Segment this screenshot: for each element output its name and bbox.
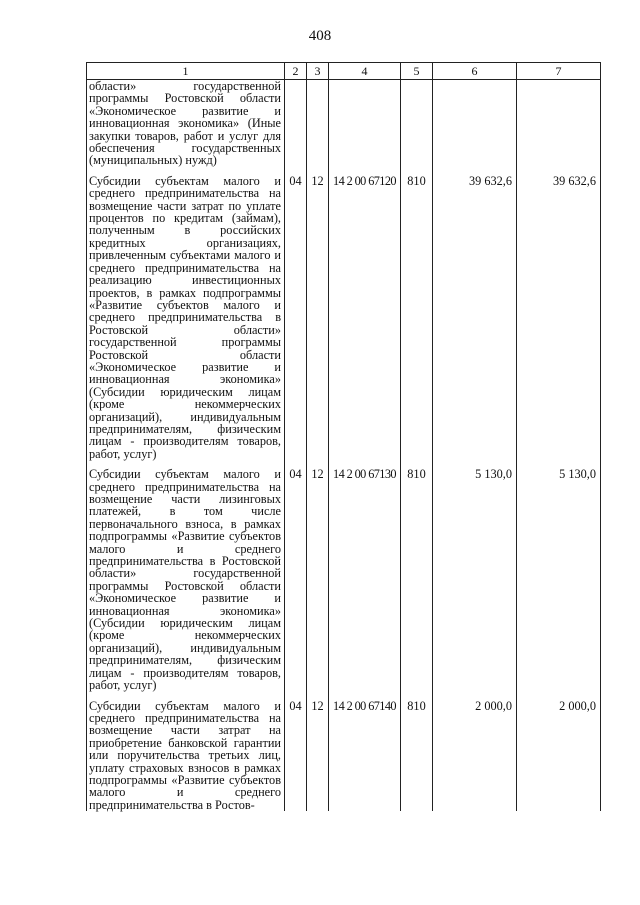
row-section: 04 <box>285 175 307 460</box>
row-amount-2: 2 000,0 <box>517 700 601 812</box>
row-subsection: 12 <box>307 700 329 812</box>
row-amount-2 <box>517 80 601 167</box>
table-body <box>87 80 601 812</box>
table-header <box>87 63 601 80</box>
row-amount-1 <box>433 80 517 167</box>
table-row <box>87 468 601 691</box>
row-section <box>285 80 307 167</box>
row-section: 04 <box>285 700 307 812</box>
table-row <box>87 80 601 167</box>
row-amount-1: 39 632,6 <box>433 175 517 460</box>
row-subsection: 12 <box>307 468 329 691</box>
row-target-code: 14 2 00 67120 <box>329 175 401 460</box>
column-header: 2 <box>285 63 307 80</box>
column-header: 4 <box>329 63 401 80</box>
row-subsection <box>307 80 329 167</box>
table-row <box>87 175 601 460</box>
row-amount-2: 5 130,0 <box>517 468 601 691</box>
row-expense-type: 810 <box>401 700 433 812</box>
row-target-code <box>329 80 401 167</box>
row-target-code: 14 2 00 67130 <box>329 468 401 691</box>
row-amount-2: 39 632,6 <box>517 175 601 460</box>
page-number: 408 <box>308 28 332 44</box>
column-header: 6 <box>433 63 517 80</box>
row-description: Субсидии субъектам малого и среднего предпринимательства на возмещение части лизинговых платежей, в том числе первоначального взноса, в рамках подпрограммы «Развитие субъектов малого и среднего предпринимательства в Ростовской области» государственной программы Ростовской области «Экономическое развитие и инновационная экономика» (Субсидии юридическим лицам (кроме некоммерческих организаций), индивидуальным предпринимателям, физическим лицам - производителям товаров, работ, услуг) <box>87 468 285 691</box>
row-expense-type: 810 <box>401 175 433 460</box>
row-description: Субсидии субъектам малого и среднего предпринимательства на возмещение части затрат по уплате процентов по кредитам (займам), полученным в российских кредитных организациях, привлеченным субъектами малого и среднего предпринимательства на реализацию инвестиционных проектов, в рамках подпрограммы «Развитие субъектов малого и среднего предпринимательства в Ростовской области» государственной программы Ростовской области «Экономическое развитие и инновационная экономика» (Субсидии юридическим лицам (кроме некоммерческих организаций), индивидуальным предпринимателям, физическим лицам - производителям товаров, работ, услуг) <box>87 175 285 460</box>
column-header: 1 <box>87 63 285 80</box>
row-target-code: 14 2 00 67140 <box>329 700 401 812</box>
column-header: 7 <box>517 63 601 80</box>
column-header: 5 <box>401 63 433 80</box>
row-description: области» государственной программы Ростовской области «Экономическое развитие и инновационная экономика» (Иные закупки товаров, работ и услуг для обеспечения государственных (муниципальных) нужд) <box>87 80 285 167</box>
budget-table <box>86 62 601 811</box>
row-expense-type <box>401 80 433 167</box>
row-amount-1: 2 000,0 <box>433 700 517 812</box>
row-description: Субсидии субъектам малого и среднего предпринимательства на возмещение части затрат на приобретение банковской гарантии или поручительства третьих лиц, уплату страховых взносов в рамках подпрограммы «Развитие субъектов малого и среднего предпринимательства в Ростов- <box>87 700 285 812</box>
row-amount-1: 5 130,0 <box>433 468 517 691</box>
row-subsection: 12 <box>307 175 329 460</box>
column-header: 3 <box>307 63 329 80</box>
table-row <box>87 700 601 812</box>
row-expense-type: 810 <box>401 468 433 691</box>
row-section: 04 <box>285 468 307 691</box>
